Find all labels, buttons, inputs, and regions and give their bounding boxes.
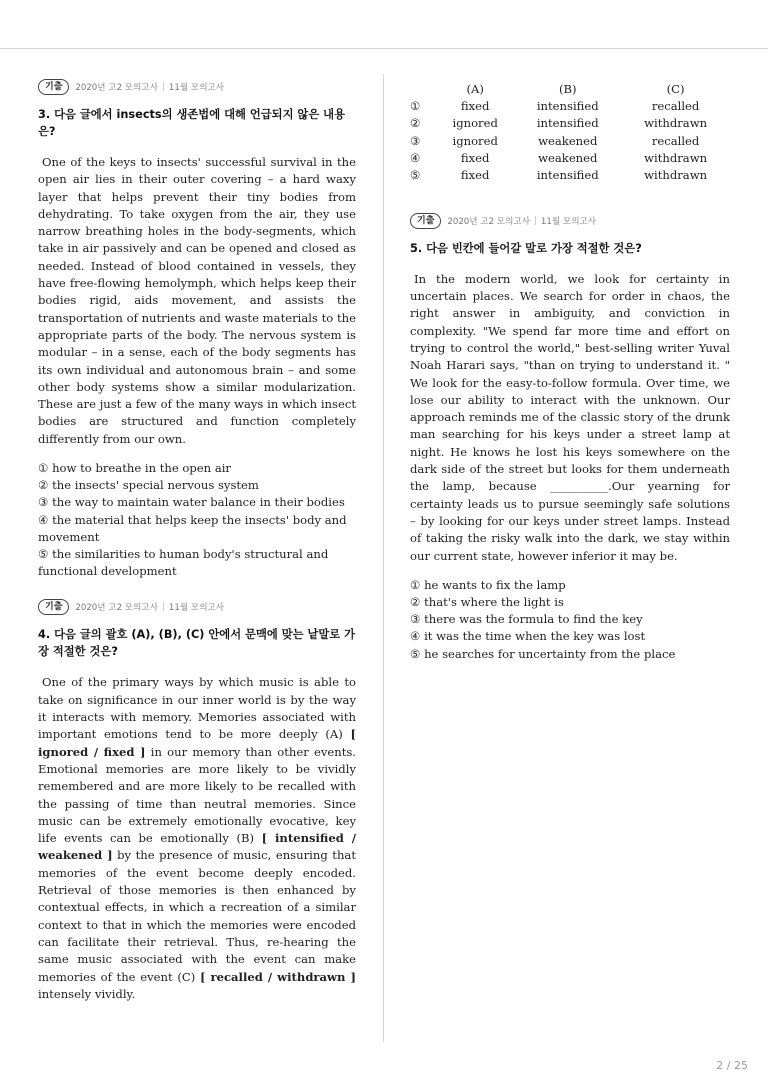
passage-text: One of the primary ways by which music is able to take on significance in our inner world is by the way it interacts with memory. Memories associated with important emotions tend to be more deeply (A)	[38, 675, 356, 742]
right-column	[410, 78, 730, 681]
option-number: ⑤	[410, 168, 421, 183]
table-cell: ignored	[452, 133, 498, 148]
answer-option[interactable]: ④ the material that helps keep the insects' body and movement	[38, 512, 347, 544]
past-exam-badge: 기출	[38, 599, 69, 615]
option-number: ②	[410, 116, 421, 131]
choice-bracket-b: [ intensified / weakened ]	[38, 831, 356, 863]
table-row[interactable]	[410, 149, 730, 166]
column-divider	[383, 74, 384, 1042]
option-number: ③	[410, 133, 421, 148]
question-title: 3. 다음 글에서 insects의 생존법에 대해 언급되지 않은 내용은?	[38, 108, 345, 138]
table-cell: withdrawn	[644, 168, 708, 183]
question-meta: 기출 2020년 고2 모의고사 | 11월 모의고사	[38, 78, 356, 96]
answer-choice-table	[410, 80, 730, 184]
table-cell: withdrawn	[644, 116, 708, 131]
passage-text: by the presence of music, ensuring that memories of the event become deeply encoded. Retrieval of those memories is then enhanced by contextual effects, in which a recreation of a similar context to that in which the memories were encoded can facilitate their retrieval. Thus, re-hearing the same music associated with the event can make memories of the event (C)	[38, 848, 356, 984]
past-exam-badge: 기출	[410, 213, 441, 229]
table-row[interactable]	[410, 132, 730, 149]
table-header: (C)	[666, 81, 685, 96]
exam-year: 2020년 고2 모의고사	[75, 83, 159, 93]
question-passage: In the modern world, we look for certainty in uncertain places. We search for order in chaos, the right answer in ambiguity, and conviction in complexity. "We spend far more time and effort on trying to control the world," best-selling writer Yuval Noah Harari says, "than on trying to understand it. " We look for the easy-to-follow formula. Over time, we lose our ability to interact with the unknown. Our approach reminds me of the classic story of the drunk man searching for his keys under a street lamp at night. He knows he lost his keys somewhere on the dark side of the street but looks for them underneath the lamp, because __________.Our yearning for certainty leads us to pursue seemingly safe solutions – by looking for our keys under street lamps. Instead of taking the risky walk into the dark, we stay within our current state, however inferior it may be.	[410, 271, 730, 563]
answer-options	[38, 460, 356, 580]
table-cell: recalled	[651, 133, 700, 148]
table-cell: intensified	[536, 168, 599, 183]
table-cell: weakened	[538, 133, 598, 148]
passage-text: in our memory than other events. Emotional memories are more likely to be vividly remembered and are more likely to be recalled with the passing of time than neutral memories. Since music can be extremely emotionally evocative, key life events can be emotionally (B)	[38, 744, 356, 846]
table-cell: fixed	[460, 98, 490, 113]
table-cell: weakened	[538, 150, 598, 165]
table-cell: intensified	[536, 98, 599, 113]
answer-option[interactable]: ② the insects' special nervous system	[38, 478, 259, 493]
table-cell: recalled	[651, 98, 700, 113]
exam-month: 11월 모의고사	[168, 603, 225, 614]
answer-options	[410, 577, 730, 663]
exam-year: 2020년 고2 모의고사	[75, 603, 159, 614]
choice-bracket-a: [ ignored / fixed ]	[38, 727, 356, 759]
choice-bracket-c: [ recalled / withdrawn ]	[199, 969, 356, 984]
table-cell: fixed	[460, 150, 490, 165]
answer-option[interactable]: ⑤ the similarities to human body's structural and functional development	[38, 547, 329, 579]
table-header-row	[410, 80, 730, 97]
question-5	[410, 212, 730, 663]
question-passage: One of the keys to insects' successful survival in the open air lies in their outer covering – a hard waxy layer that helps prevent their tiny bodies from dehydrating. To take oxygen from the air, they use narrow breathing holes in the body-segments, which take in air passively and can be opened and closed as needed. Instead of blood contained in vessels, they have free-flowing hemolymph, which helps keep their bodies rigid, aids movement, and assists the transportation of nutrients and waste materials to the appropriate parts of the body. The nervous system is modular – in a sense, each of the body segments has its own individual and autonomous brain – and some other body systems show a similar modularization. These are just a few of the many ways in which insect bodies are structured and function completely differently from our own.	[38, 155, 356, 446]
table-cell: intensified	[536, 116, 599, 131]
question-title: 5. 다음 빈칸에 들어갈 말로 가장 적절한 것은?	[410, 241, 642, 255]
question-meta: 기출 2020년 고2 모의고사 | 11월 모의고사	[410, 212, 730, 230]
question-3	[38, 78, 356, 580]
question-4	[38, 598, 356, 1003]
question-title: 4. 다음 글의 괄호 (A), (B), (C) 안에서 문맥에 맞는 낱말로 가장 적절한 것은?	[38, 628, 356, 659]
question-meta: 기출 2020년 고2 모의고사 | 11월 모의고사	[38, 598, 356, 616]
option-number: ①	[410, 98, 421, 113]
table-row[interactable]	[410, 115, 730, 132]
table-row[interactable]	[410, 97, 730, 114]
answer-option[interactable]: ③ there was the formula to find the key	[410, 612, 643, 627]
table-cell: fixed	[460, 168, 490, 183]
page-number: 2 / 25	[716, 1059, 748, 1072]
exam-month: 11월 모의고사	[168, 83, 225, 93]
left-column	[38, 78, 356, 1021]
past-exam-badge: 기출	[38, 79, 69, 95]
table-cell: withdrawn	[644, 150, 708, 165]
header-rule	[0, 48, 768, 49]
exam-year: 2020년 고2 모의고사	[447, 216, 531, 227]
answer-option[interactable]: ① how to breathe in the open air	[38, 461, 231, 476]
option-number: ④	[410, 150, 421, 165]
answer-option[interactable]: ② that's where the light is	[410, 595, 564, 610]
answer-option[interactable]: ③ the way to maintain water balance in their bodies	[38, 495, 345, 510]
answer-option[interactable]: ⑤ he searches for uncertainty from the place	[410, 646, 676, 661]
answer-option[interactable]: ④ it was the time when the key was lost	[410, 629, 646, 644]
table-row[interactable]	[410, 166, 730, 183]
exam-month: 11월 모의고사	[540, 216, 597, 227]
question-passage	[38, 674, 356, 1003]
table-header: (A)	[466, 81, 484, 96]
answer-option[interactable]: ① he wants to fix the lamp	[410, 577, 566, 592]
table-header: (B)	[558, 81, 577, 96]
passage-text: intensely vividly.	[38, 986, 136, 1001]
table-cell: ignored	[452, 116, 498, 131]
